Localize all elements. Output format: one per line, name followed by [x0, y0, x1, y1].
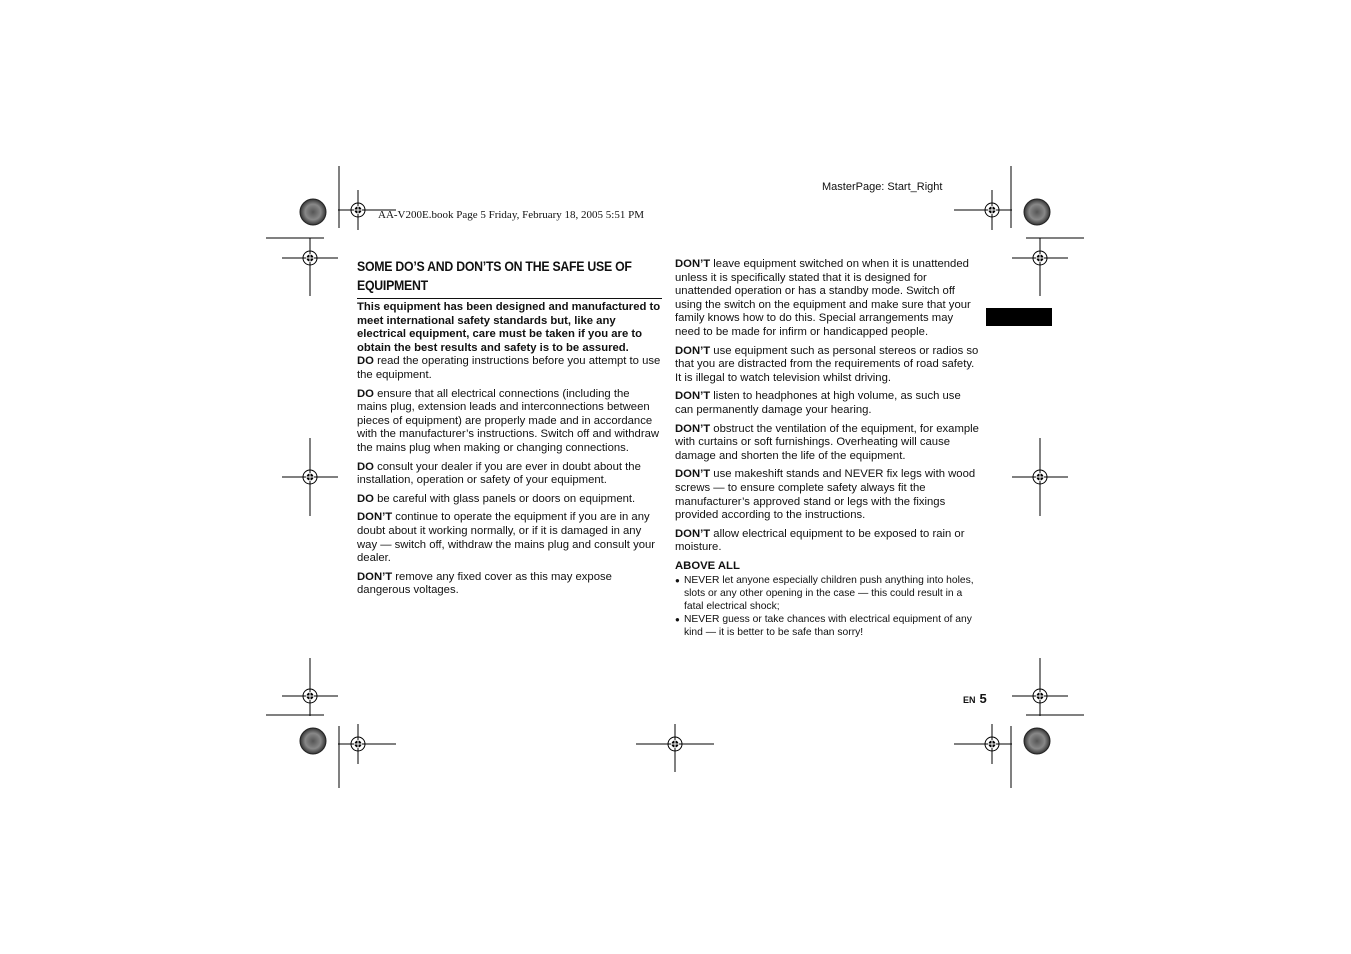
list-item [675, 528, 980, 555]
list-item [675, 390, 980, 417]
item-text: obstruct the ventilation of the equipment, for example with curtains or soft furnishings. Overheating will cause damage and shorten the life of the equipment. [675, 422, 979, 462]
list-item [675, 258, 980, 340]
item-label: DON’T [675, 390, 711, 403]
item-text: allow electrical equipment to be exposed to rain or moisture. [675, 527, 965, 554]
item-text: continue to operate the equipment if you are in any doubt about it working normally, or if it is damaged in any way — switch off, withdraw the mains plug and consult your dealer. [357, 511, 656, 565]
left-column [357, 301, 662, 603]
item-text: be careful with glass panels or doors on equipment. [373, 492, 636, 505]
right-column [675, 258, 980, 639]
list-item [675, 345, 980, 386]
page-number [963, 690, 987, 708]
item-text: use equipment such as personal stereos or radios so that you are distracted from the requirements of road safety. It is illegal to watch television whilst driving. [675, 344, 979, 384]
item-text: use makeshift stands and NEVER fix legs with wood screws — to ensure complete safety always fit the manufacturer’s approved stand or legs with the fixings provided according to the instructions. [675, 468, 976, 522]
page-number-value: 5 [979, 691, 987, 706]
item-text: listen to headphones at high volume, as such use can permanently damage your hearing. [675, 390, 961, 416]
intro-paragraph: This equipment has been designed and manufactured to meet international safety standards but, like any electrical equipment, care must be taken if you are to obtain the best results and safety is to be assured. [357, 301, 661, 354]
bullet-item: ● NEVER let anyone especially children push anything into holes, slots or any other opening in the case — this could result in a fatal electrical shock; [675, 574, 980, 613]
title-divider [357, 298, 662, 299]
above-all-heading: ABOVE ALL [675, 559, 740, 572]
list-item [357, 571, 662, 598]
masterpage-label: MasterPage: Start_Right [822, 181, 943, 193]
section-tab [986, 308, 1052, 326]
item-label: DON’T [675, 468, 711, 481]
item-label: DO [357, 492, 374, 505]
list-item [357, 511, 662, 565]
page-title: SOME DO’S AND DON’TS ON THE SAFE USE OF EQUIPMENT [357, 258, 632, 293]
item-label: DO [357, 387, 374, 400]
item-text: leave equipment switched on when it is unattended unless it is specifically stated that it is designed for unattended operation or has a standby mode. Switch off using the switch on the equipment and make sure that your family knows how to do this. Special arrangements may need to be made for infirm or handicapped people. [675, 258, 971, 338]
list-item [357, 493, 662, 507]
item-label: DON’T [675, 344, 711, 357]
bullet-item: ● NEVER guess or take chances with electrical equipment of any kind — it is better to be safe than sorry! [675, 613, 980, 639]
item-label: DO [357, 460, 374, 473]
list-item [357, 388, 662, 456]
list-item [675, 468, 980, 522]
item-label: DON’T [675, 527, 711, 540]
item-text: ensure that all electrical connections (including the mains plug, extension leads and interconnections between pieces of equipment) are properly made and in accordance with the manufacturer’s instructions. Switch off and withdraw the mains plug when making or changing connections. [357, 387, 660, 454]
item-label: DON’T [675, 422, 711, 435]
item-label: DON’T [675, 258, 711, 270]
item-text: read the operating instructions before you attempt to use the equipment. [357, 355, 661, 381]
list-item [357, 355, 662, 382]
item-text: remove any fixed cover as this may expose dangerous voltages. [357, 570, 612, 597]
language-code: EN [963, 695, 976, 705]
item-label: DO [357, 355, 374, 368]
item-label: DON’T [357, 511, 393, 524]
item-text: consult your dealer if you are ever in doubt about the installation, operation or safety of your equipment. [357, 460, 641, 487]
book-info-line: AA-V200E.book Page 5 Friday, February 18, 2005 5:51 PM [378, 209, 645, 221]
list-item [675, 423, 980, 464]
item-label: DON’T [357, 570, 393, 583]
list-item [357, 461, 662, 488]
above-all-list [675, 574, 980, 639]
